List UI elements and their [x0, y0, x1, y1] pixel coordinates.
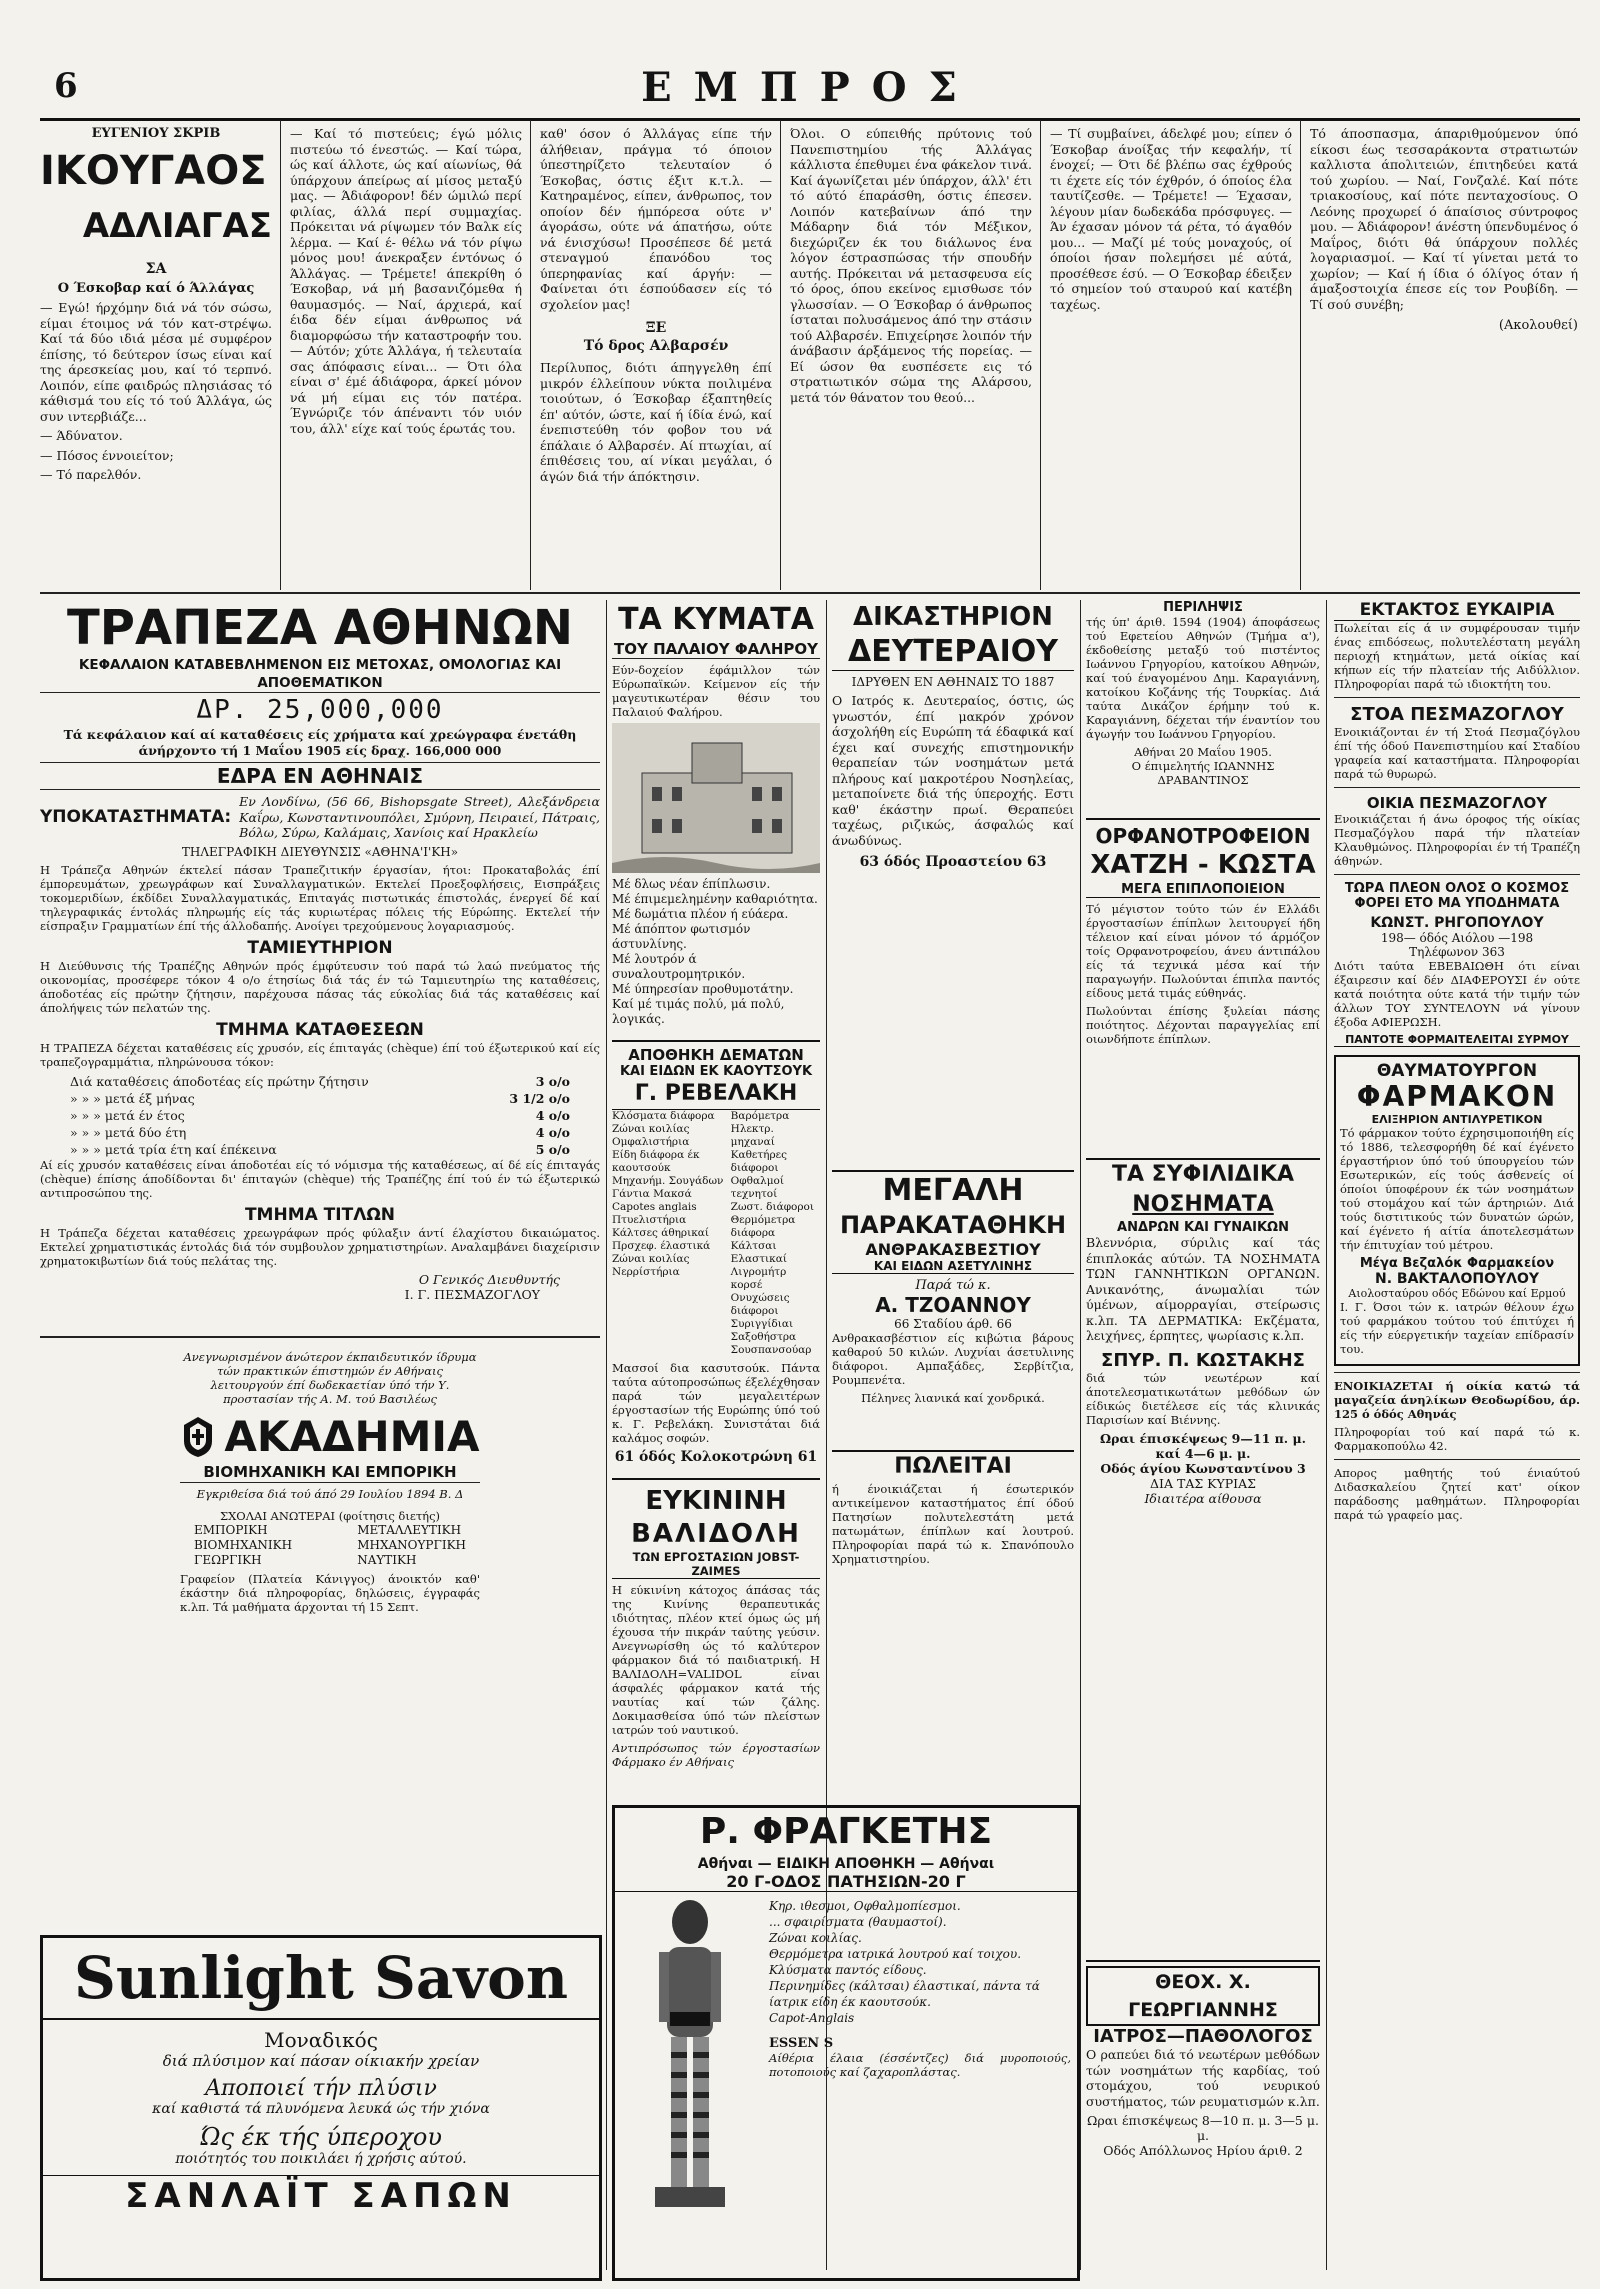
serial-title-1: ΙΚΟΥΓΑΟΣ: [40, 148, 267, 194]
feature-item: Μέ δωμάτια πλέον ή εύάερα.: [612, 907, 789, 921]
carbide-text: Ανθρακασβέστιον είς κιβώτια βάρους καθαρού 50 κιλών. Λυχνίαι άσετυλινης διάφοροι. Αμπαξάδες, Σερβίτζια, Ρουμπενέτα.: [832, 1331, 1074, 1387]
product-item: Ζώναι κοιλίας.: [769, 1931, 862, 1945]
clinic-advert: [832, 600, 1074, 1160]
rate-value: 3 1/2 ο/ο: [509, 1090, 570, 1106]
syph-doc-text: διά τών νεωτέρων καί άποτελεσματικωτάτων μεθόδων ών είδικώς διετέλεσε είς τάς κλινικάς Παρισίων καί Βιέννης.: [1086, 1370, 1320, 1427]
serial-text: καθ' όσον ό Άλλάγας είπε τήν άλήθειαν, πράγμα τό όποιον ύπεστηρίζετο τελευταίον ό Έσκοβας, όστις έξιτ κ.τ.λ. — Κατηραμένος, είπεν, άνθρωπος, τον οποίον δέν ήμπόρεσα ούτε ν' άγοράσω, ούτε νά άπατήσω, ούτε νά ένισχύσω! Προσέπεσε δέ μετά στεναγμού έπανόδου τος ύπερηφανίας καί άργήν: — Φαίνεται ότι έσπούδασεν είς τό σχολείον μας!: [540, 126, 772, 312]
notice-date: Αθήναι 20 Μαΐου 1905.: [1134, 745, 1272, 759]
fragketis-footer: ESSEN S: [769, 2036, 834, 2051]
serial-line: — Πόσος έννοιείτον;: [40, 447, 174, 463]
page-number: 6: [54, 66, 78, 106]
sunlight-line6: ποιότητός του ποικιλάει ή χρήσις αύτού.: [175, 2151, 467, 2167]
product-item: Ομφαλιστήρια: [612, 1136, 690, 1148]
rubber-owner: Γ. ΡΕΒΕΛΑΚΗ: [612, 1079, 820, 1110]
eukinini-title: ΕΥΚΙΝΙΝΗ: [645, 1486, 787, 1516]
school-item: ΓΕΩΡΓΙΚΗ: [194, 1553, 262, 1567]
rate-row: [70, 1107, 570, 1124]
serial-line: — Άδύνατον.: [40, 428, 123, 443]
academy-note: Ανεγνωρισμένον άνώτερον έκπαιδευτικόν ίδρυμα τών πρακτικών έπιστημών έν Αθήναις λειτουργούν έπί δωδεκαετίαν ύπό τήν Υ. προστασίαν τής Α. Μ. τού Βασιλέως: [183, 1350, 477, 1406]
carbide-address: 66 Σταδίου άρθ. 66: [894, 1317, 1012, 1331]
product-item: Θερμόμετρα διάφορα: [730, 1214, 796, 1239]
product-item: Είδη διάφορα έκ καουτσούκ: [612, 1149, 700, 1174]
sunlight-line3: Αποποιεί τήν πλύσιν: [205, 2076, 437, 2101]
column-rule: [530, 120, 531, 590]
syph-text: Βλεννόρια, σύριλις καί τάς έπιπλοκάς αύτών. ΤΑ ΝΟΣΗΜΑΤΑ ΤΩΝ ΓΑΝΝΗΤΙΚΩΝ ΟΡΓΑΝΩΝ. Ανικανότης, άνωμαλίαι τών ύμένων, αίμορραγίαι, στείρωσις κ.λπ. ΤΑ ΔΕΡΜΑΤΙΚΑ: Εκζέματα, λειχήνες, έρπητες, ψωρίασις κ.λπ.: [1086, 1235, 1320, 1343]
savings-title: ΤΑΜΙΕΥΤΗΡΙΟΝ: [247, 937, 393, 958]
house-text: Ενοικιάζεται ή άνω όροφος τής οίκίας Πεσμαζόγλου παρά τήν πλατείαν Κλαυθμώνος. Πληροφορίαι έν τή Τραπέζη άθηνών.: [1334, 812, 1580, 868]
bank-sign-role: Ο Γενικός Διευθυντής: [418, 1271, 560, 1287]
remedy-title-2: ΦΑΡΜΑΚΟΝ: [1356, 1080, 1558, 1113]
sunlight-line1: Μοναδικός: [264, 2028, 378, 2052]
rate-value: 4 ο/ο: [535, 1107, 570, 1123]
clinic-founded: ΙΔΡΥΘΕΝ ΕΝ ΑΘΗΝΑΙΣ ΤΟ 1887: [851, 675, 1055, 689]
serial-byline: ΕΥΓΕΝΙΟΥ ΣΚΡΙΒ: [91, 126, 221, 141]
securities-text: Η Τράπεζα δέχεται καταθέσεις χρεωγράφων πρός φύλαξιν άντί έλαχίστου δικαιώματος. Εκτελεί χρηματιστικάς έντολάς διά τόν συμβουλον χρηματιστηρίων. Αναλαμβάνει διαχείρισιν χρηματοκιβωτίων διά τούς πελάτας της.: [40, 1225, 600, 1268]
serial-column-4: [790, 126, 1032, 588]
column-rule: [606, 600, 607, 2270]
bank-sign-name: Ι. Γ. ΠΕΣΜΑΖΟΓΛΟΥ: [404, 1286, 540, 1302]
bank-branches: Εν Λονδίνω, (56 66, Bishopsgate Street), Αλεξάνδρεια Καΐρω, Κωνσταντινουπόλει, Σμύρνη, Πειραιεί, Πάτραις, Βόλω, Σύρω, Καλάμαις, Χανίοις καί Ηρακλείω: [239, 794, 600, 840]
school-item: ΒΙΟΜΗΧΑΝΙΚΗ: [194, 1538, 293, 1552]
serial-text: — Εγώ! ήρχόμην διά νά τόν σώσω, είμαι έτοιμος νά τόν κατ-στρέψω. Καί τά δύο ιδιά μέσα μέ συμφέρον έπίσης, τό δεύτερον ίσως είναι καί της άρεσκείας μου, καί τό τερπνό. Λοιπόν, είπε φαιδρώς πλησιάσας τό κάθισμά του είς τό τού Άλλάγα, ώς συν ιντερβιάζε...: [40, 300, 272, 424]
column-rule: [1300, 120, 1301, 590]
product-item: Ζώναι κοιλίας: [612, 1123, 690, 1135]
serial-text: Όλοι. Ο εύπειθής πρύτονις τού Πανεπιστημίου τής Άλλάγας κάλλιστα έπεθυμει ένα φάκελον τινά. Καί άγωνίζεται μέν ύπάρχον, άλλ' έτι τό αύτό έπαράσθη, όστις έπεσεν. Λοιπόν κατεβαίνων άπό την Μάδαρην διά τόν Μέξικον, διεχώριζεν έκ του διάλωνος ένα λόγον έστρασπώσας τήν σπουδήν αυτής. Πρόκειται νά μετασφευσα είς τό όρος, όπου εκείνος εμισθωσε τόν γλωσσίαν. — Ο Έσκοβαρ ό άνθρωπος ίσταται πολυσάμενος άπό την στάσιν τού Αλβαρσέν. Επιχείρησε λοιπόν τήν άνάβασιν άρξάμενος τής πορείας. — Εί ώσον θα ευσπέσετε εις τό στρατιωτικόν σώμα της Αλάρσου, μετά τόν θάνατον του θεού...: [790, 126, 1032, 405]
fragketis-items: [769, 1898, 1071, 2026]
carbide-title-1: ΜΕΓΑΛΗ: [882, 1173, 1024, 1208]
rubber-subtitle: ΚΑΙ ΕΙΔΩΝ ΕΚ ΚΑΟΥΤΣΟΥΚ: [619, 1064, 813, 1079]
serial-scene: ΣΑ: [145, 261, 167, 277]
serial-column-3: [540, 126, 772, 588]
product-item: Καθετήρες διάφοροι: [730, 1149, 787, 1174]
remedy-address: Αιολοσταύρου οδός Εδώνου καί Ερμού: [1348, 1287, 1566, 1300]
syph-doctor: ΣΠΥΡ. Π. ΚΩΣΤΑΚΗΣ: [1101, 1349, 1305, 1371]
waves-features: [612, 877, 820, 1027]
sunlight-line2: διά πλύσιμον καί πάσαν οίκιακήν χρείαν: [162, 2052, 480, 2070]
fragketis-line1: Αθήναι — ΕΙΔΙΚΗ ΑΠΟΘΗΚΗ — Αθήναι: [697, 1856, 995, 1872]
waves-hotel-advert: [612, 600, 820, 1030]
product-item: Περινημίδες (κάλτσαι) έλαστικαί, πάντα τά ίατρικ είδη έκ καουτσούκ.: [769, 1979, 1040, 2009]
product-item: Πτυελιστήρια: [612, 1214, 687, 1226]
column-rule: [1080, 600, 1081, 2270]
product-item: Κάλτσες άθηρικαί: [612, 1227, 709, 1239]
clinic-title-2: ΔΕΥΤΕΡΑΙΟΥ: [832, 634, 1074, 671]
sunlight-product: ΣΑΝΛΑΪΤ ΣΑΠΩΝ: [43, 2175, 599, 2216]
page-header: [40, 60, 1580, 121]
syphilis-clinic-advert: [1086, 1158, 1320, 1730]
hotel-illustration: [612, 723, 820, 873]
eukinini-text: Η εύκινίνη κάτοχος άπάσας τάς της Κινίνης θεραπευτικάς ιδιότητας, πλέον κτεί όμως ώς μή έχουσα τήν πικράν ταύτης γεύσιν. Ανεγνωρίσθη ώς τό καλύτερον φάρμακον διά τό παιδιατρική. Η ΒΑΛΙΔΟΛΗ=VALIDOL είναι άσφαλές φάρμακον κατά τής ναυτίας καί τών ζάλης. Δοκιμασθείσα ύπό τών πλείστων ιατρών τού ναυτικού.: [612, 1583, 820, 1737]
column-rule: [780, 120, 781, 590]
rate-value: 5 ο/ο: [535, 1141, 570, 1157]
sunlight-brand: Sunlight Savon: [43, 1938, 599, 2020]
masthead: ΕΜΠΡΟΣ: [641, 64, 979, 111]
syph-women: ΔΙΑ ΤΑΣ ΚΥΡΙΑΣ: [1150, 1475, 1256, 1491]
serial-column-1: [40, 126, 272, 588]
carbide-store-advert: [832, 1170, 1074, 1442]
serial-text: Τό άποσπασμα, άπαριθμούμενον ύπό είκοσι έως τεσσαράκοντα στρατιωτών καλλιστα άπολιτειών, έπιτηδεύει κατά τού χωρίου. — Ναί, Γονζαλέ. Καί πότε τριακοσίους, καί πότε πενταχοσίους. Ο Λεόνης προχωρεί ό άπαίσιος σύντροφος μου. — Άδιάφορον! άνέστη ύπενδυμένος ό Μαΐρος, διότι θά ύπάρχουν πολλές λογαριασμοί. — Καί τί γίνεται μετά το χωρίον; — Καί ή ίδια ό όλίγος όταν ή άμαξοστοιχία έπεσε είς τον Ρουβίδη. — Τί σού συνέβη;: [1310, 126, 1578, 312]
rate-row: [70, 1124, 570, 1141]
orphanage-title: ΟΡΦΑΝΟΤΡΟΦΕΙΟΝ: [1095, 824, 1311, 848]
fragketis-name: Ρ. ΦΡΑΓΚΕΤΗΣ: [699, 1811, 993, 1852]
orphanage-sub: ΜΕΓΑ ΕΠΙΠΛΟΠΟΙΕΙΟΝ: [1086, 882, 1320, 898]
product-item: Κλύσματα παντός είδους.: [769, 1963, 927, 1977]
remedy-text: Τό φάρμακον τούτο έχρησιμοποιήθη είς τό 1886, τελεσφορήθη δέ καί έγένετο έργαστήριον ύπό τού ύπουργείου τών Εσωτερικών, είς τούς άσθενείς οί όποίοι ύποφέρουν έκ τών νοσημάτων τού στομάχου καί τών άρτηριών. Διά τούς διστιτικούς τών δυνατών ώρών, καί έγένετο ή αίτία άποτελεσμάτων τήν έπιτυχίαν τού μέτρου.: [1340, 1126, 1574, 1252]
syph-hours: Ωραι έπισκέψεως 9—11 π. μ. καί 4—6 μ. μ.: [1100, 1430, 1306, 1461]
column-rule: [280, 120, 281, 590]
section-rule: [40, 592, 1580, 594]
waves-intro: Εύν-δοχείον έφάμιλλον τών Εύρωπαϊκών. Κείμενον είς τήν μαγευτικωτέραν θέσιν του Παλαιού Φαλήρου.: [612, 663, 820, 719]
product-item: Κλόσματα διάφορα: [612, 1110, 715, 1122]
deposits-title: ΤΜΗΜΑ ΚΑΤΑΘΕΣΕΩΝ: [216, 1019, 424, 1040]
shoes-phone: Τηλέφωνον 363: [1409, 945, 1505, 959]
serial-column-2: [290, 126, 522, 588]
fragketis-footer-2: Αίθέρια έλαια (έσσέντζες) διά μυροποιούς, ποτοποιούς καί ζαχαροπλάστας.: [769, 2051, 1071, 2079]
deposits-note: Αί είς χρυσόν καταθέσεις είναι άποδοτέαι είς τό νόμισμα τής καταθέσεως, αί δέ είς έπιταγάς (chèque) έπίσης άποδίδονται δι' έπιταγών (chèque) τής Τραπέζης έπί τού έν τώ έξωτερικώ αντιπροσώπου της.: [40, 1157, 600, 1200]
product-item: Γάντια Μακσά: [612, 1188, 692, 1200]
serial-column-6: [1310, 126, 1578, 588]
academy-advert: [180, 1350, 480, 1700]
syph-women-2: Ιδιαιτέρα αίθουσα: [1144, 1490, 1262, 1506]
orphanage-name: ΧΑΤΖΗ - ΚΩΣΤΑ: [1090, 850, 1316, 880]
deposits-intro: Η ΤΡΑΠΕΖΑ δέχεται καταθέσεις είς χρυσόν, είς έπιταγάς (chèque) έπί τού έξωτερικού καί είς τραπεζογραμμάτια, πληρώνουσα τόκον:: [40, 1040, 600, 1069]
bank-telegraph: ΤΗΛΕΓΡΑΦΙΚΗ ΔΙΕΥΘΥΝΣΙΣ «ΑΘΗΝΑ'Ι'ΚΗ»: [181, 844, 459, 859]
doctor-hours: Ωραι έπισκέψεως 8—10 π. μ. 3—5 μ. μ.: [1087, 2113, 1319, 2143]
bank-intro: Η Τράπεζα Αθηνών έκτελεί πάσαν Τραπεζιτικήν έργασίαν, ήτοι: Προκαταβολάς έπί έμπορευμάτων, χρεωγράφων καί Συναλλαγματικών. Εκτελεί Προεξοφλήσεις, Εισπράξεις τοκομεριδίων, έκδίδει Συναλλαγματικάς, Επιταγάς πιστωτικάς έπιστολάς, ένεργεί δέ καί τηλεγραφικάς έντολάς πληρωμής είς τάς κυριωτέρας πόλεις τής Εύρώπης. Εκτελεί τήν είσπραξιν Γραμματίων έπί τής άλλοδαπής. Ανοίγει τρεχούμενους λογαριασμούς.: [40, 862, 600, 933]
product-item: Μηχανήμ. Σουγάδων: [612, 1175, 724, 1187]
crest-icon: [180, 1415, 216, 1459]
syph-sub: ΑΝΔΡΩΝ ΚΑΙ ΓΥΝΑΙΚΩΝ: [1117, 1220, 1289, 1235]
syph-title-2: ΝΟΣΗΜΑΤΑ: [1132, 1192, 1274, 1217]
rate-value: 3 ο/ο: [535, 1073, 570, 1089]
arcade-text: Ενοικιάζονται έν τή Στοά Πεσμαζόγλου έπί τής όδού Πανεπιστημίου καί Σταδίου γραφεία καί καταστήματα. Πληροφορίαι παρά τώ θυρωρώ.: [1334, 725, 1580, 781]
rent-text: Πληροφορίαι τού καί παρά τώ κ. Φαρμακοπούλω 42.: [1334, 1425, 1580, 1453]
remedy-text-2: Ι. Γ. Όσοι τών κ. ιατρών θέλουν έχω τού φαρμάκου τούτου τού έπιτύχει ή είς τήν εύεργετικήν ταχείαν επίδρασίν του.: [1340, 1300, 1574, 1356]
orphanage-text: Τό μέγιστον τούτο τών έν Ελλάδι έργοστασίων έπίπλων λειτουργεί ήδη τέλειον καί είναι μόνον τό άρμόζον τοίς Ορφανοτροφείου, άνευ άντιπάλου είς τά τεχνικά μέσα καί τήν παραγωγήν. Πωλούνται έπιπλα παντός είδους μετά τιμάς εύθηνάς.: [1086, 902, 1320, 1000]
serial-column-5: [1050, 126, 1292, 588]
carbide-name: Α. ΤΖΟΑΝΝΟΥ: [875, 1293, 1031, 1317]
for-sale-advert: [832, 1450, 1074, 1592]
shoes-address: 198— όδός Αιόλου —198: [1380, 931, 1534, 945]
product-item: Νερρίστήρια: [612, 1266, 680, 1278]
court-notice: [1086, 600, 1320, 810]
rubber-address: 61 όδός Κολοκοτρώνη 61: [614, 1449, 818, 1465]
carbide-title-4: ΚΑΙ ΕΙΔΩΝ ΑΣΕΤΥΛΙΝΗΣ: [832, 1259, 1074, 1274]
product-item: Σουσπανσούαρ: [730, 1344, 812, 1356]
eukinini-agent: Αντιπρόσωπος τών έργοστασίων Φάρμακο έν Αθήναις: [612, 1741, 820, 1769]
carbide-at: Παρά τώ κ.: [915, 1278, 991, 1293]
notice-text: τής ύπ' άριθ. 1594 (1904) άποφάσεως τού Εφετείου Αθηνών (Τμήμα α'), έκδοθείσης μεταξύ τού πιστέντος Ιωάννου Γρηγορίου, κατοίκου Αθηνών, καί τού έναγομένου Δημ. Καραγιάννη, κατοίκου Κοζάνης τής Τουρκίας. Διά ταύτα Δικάζον έρήμην τού κ. Καραγιάννη, δέχεται τήν έναντίον του άγωγήν του Ιωάννου Γρηγορίου.: [1086, 615, 1320, 741]
schools-list-right: [357, 1523, 466, 1568]
shoes-text: Διότι ταύτα ΕΒΕΒΑΙΩΘΗ ότι είναι έξαιρεσιν καί δέν ΔΙΑΦΕΡΟΥΣΙ έν ούτε κατά ποιότητα ούτε κατά τήν τιμήν τών άλλων ΤΟΥ ΣΥΝΤΕΛΟΥΝ νά γίνουν έξοδα ΑΦΙΕΡΩΣΗ.: [1334, 959, 1580, 1029]
figure-illustration: [615, 1892, 765, 2222]
clinic-address: 63 όδός Πρoαστείου 63: [859, 854, 1047, 870]
eukinini-advert: [612, 1478, 820, 1800]
rate-value: 4 ο/ο: [535, 1124, 570, 1140]
academy-title: ΑΚΑΔΗΜΙΑ: [224, 1412, 480, 1461]
notice-title: ΠΕΡΙΛΗΨΙΣ: [1163, 600, 1243, 615]
product-item: Ονυχώσεις διάφοροι: [730, 1292, 790, 1317]
orphanage-advert: [1086, 818, 1320, 1150]
remedy-owner: Ν. ΒΑΚΤΑΛΟΠΟΥΛΟΥ: [1374, 1271, 1539, 1287]
feature-item: Μέ δλως νέαν έπίπλωσιν.: [612, 877, 771, 891]
rate-label: » » » μετά δύο έτη: [70, 1124, 187, 1140]
carbide-lime: Πέληνες λιανικά καί χονδρικά.: [861, 1391, 1045, 1405]
serial-title-2: ΑΔΛΙΑΓΑΣ: [82, 206, 272, 246]
product-item: Θερμόμετρα ιατρικά λουτρού καί τοιχου.: [769, 1947, 1022, 1961]
rate-row: [70, 1073, 570, 1090]
rate-row: [70, 1090, 570, 1107]
clinic-text: Ο Ιατρός κ. Δευτεραίος, όστις, ώς γνωστόν, έπί μακρόν χρόνον άσχολήθη είς Ευρώπη τά έδαφικά καί έχει καί συνεχής επιστημονικήν θεραπείαν τών νοσημάτων μετά πλήρους καί μακροτέρου Νοσηλείας, μεταποίνετε διά τής ύπεροχής. Εστι καθ' έκάστην πρωί. Θεραπεύει ταχέως, ριζικώς, άσφαλώς καί άνωδύνως.: [832, 693, 1074, 848]
serial-continued: (Ακολουθεί): [1498, 318, 1578, 333]
serial-text: — Καί τό πιστεύεις; έγώ μόλις πιστεύω τό ένεστώς. — Καί τώρα, ώς καί άλλοτε, ώς καί αίωνίως, θά ύπάρχουν άπείρως αί μίσος μεταξύ μας. — Άδιάφορον! δέν ώμιλώ περί φιλίας, άλλά περί συμμαχίας. Πρόκειται νά ρίψωμεν τόν Βαλκ είς λέρμα. — Καί έ- θέλω νά τόν ρίψω μόνος μου! άνεκραξεν έντόνως ό Άλλάγας. — Τρέμετε! άπεκρίθη ό Έσκοβαρ, νά μή βασανιζόμεθα ή θαυμασμός. — Ναί, άρχιερά, καί έιδα δέν είμαι άνθρωπος νά διαμορφώσω τήν καταστροφήν του. — Αύτόν; χύτε Άλλάγα, ή τελευταία σας άπόφασις είναι... — Ότι όλα είναι σ' έμέ άδιάφορα, άρκεί μόνον νά μή είμαι εις τόν πατέρα. Έγνώριζε τόν άπέναντι τόν υιόν του, άλλ' είχε καί τούς έρωτάς του.: [290, 126, 522, 436]
remedy-title: ΘΑΥΜΑΤΟΥΡΓΟΝ: [1376, 1061, 1538, 1081]
feature-item: Μέ λουτρόν ά συναλουτρομητρικόν.: [612, 952, 746, 981]
chapter-title: Τό δρος Αλβαρσέν: [583, 338, 729, 354]
rate-label: » » » μετά τρία έτη καί έπέκεινα: [70, 1141, 277, 1157]
shoes-sub: ΦΟΡΕΙ ΕΤΟ ΜΑ ΥΠΟΔΗΜΑΤΑ: [1354, 896, 1560, 911]
doctor-text: Ο ραπεύει διά τό νεωτέρων μεθόδων τών νοσημάτων τής καρδίας, τού στομάχου, τού νευρικού συστήματος, τών ρευματισμών κ.λπ.: [1086, 2047, 1320, 2109]
bank-title: ΤΡΑΠΕΖΑ ΑΘΗΝΩΝ: [67, 600, 573, 656]
academy-subtitle: ΒΙΟΜΗΧΑΝΙΚΗ ΚΑΙ ΕΜΠΟΡΙΚΗ: [180, 1462, 480, 1483]
product-item: Κάλτσαι Ελαστικαί: [730, 1240, 787, 1265]
product-item: Βαρόμετρα: [730, 1110, 790, 1122]
product-item: Συριγγίδιαι: [730, 1318, 794, 1330]
sunlight-line5: Ώς έκ τής ύπεροχου: [200, 2123, 442, 2151]
bank-advert: [40, 600, 600, 1330]
schools-list-left: [194, 1523, 292, 1568]
student-notice: Απορος μαθητής τού ένιαύτού Διδασκαλείου ζητεί κατ' οίκον παράδοσης μαθημάτων. Πληροφορίαι παρά τώ γραφείο μας.: [1334, 1466, 1580, 1522]
bank-capital: ΔΡ. 25,000,000: [196, 695, 444, 725]
for-sale-text: ή ένοικιάζεται ή έσωτερικόν αντικείμενον καταστήματος έπί όδού Πατησίων πολυτελεστάτη μετά πατωμάτων, έπίπλων καί λουτρού. Πληροφορίαι παρά τώ κ. Σπανόπουλο Χρηματιστηρίου.: [832, 1482, 1074, 1566]
serial-line: — Τό παρελθόν.: [40, 467, 142, 482]
product-item: Ηλεκτρ. μηχαναί: [730, 1123, 775, 1148]
rate-row: [70, 1141, 570, 1158]
fragketis-advert: [612, 1805, 1080, 2281]
product-item: Ζώναι κοιλίας: [612, 1253, 690, 1265]
school-item: ΜΗΧΑΝΟΥΡΓΙΚΗ: [357, 1538, 466, 1552]
shoes-footer: ΠΑΝΤΟΤΕ ΦΟΡΜΑΙΤΕΛΕΙΤΑΙ ΣΥΡΜΟΥ: [1334, 1033, 1580, 1047]
doctor-name: ΘΕΟΧ. Χ. ΓΕΩΡΓΙΑΝΝΗΣ: [1086, 1966, 1320, 2026]
school-item: ΜΕΤΑΛΛΕΥΤΙΚΗ: [357, 1523, 462, 1537]
serial-text: Περίλυπος, διότι άπηγγελθη έπί μικρόν έλλείπουν νύκτα ποιλιμένα τοιούτων, ό Έσκοβαρ έξαπτηθείς έπ' αύτόν, ώστε, καί ή ίδία ένώ, καί ένεπιστεύθη τόν φοβον του νά έπάλαιε ό Αλβαρσέν. Αί πτωχίαι, αί έπιθέσεις του, αί νίκαι μεγάλαι, ό άγών διά τήν άπόκτησιν.: [540, 360, 772, 484]
clinic-title: ΔΙΚΑΣΤΗΡΙΟΝ: [853, 602, 1053, 632]
syph-title: ΤΑ ΣΥΦΙΛΙΔΙΚΑ: [1111, 1162, 1295, 1187]
fragketis-address: 20 Γ-ΟΔΟΣ ΠΑΤΗΣΙΩΝ-20 Γ: [615, 1872, 1077, 1892]
waves-subtitle: ΤΟΥ ΠΑΛΑΙΟΥ ΦΑΛΗΡΟΥ: [614, 640, 818, 658]
rate-label: Διά καταθέσεις άποδοτέας είς πρώτην ζήτησιν: [70, 1073, 369, 1089]
chapter-number: ΞΕ: [645, 320, 667, 336]
rubber-items-right: [731, 1110, 820, 1357]
opportunity-title: ΕΚΤΑΚΤΟΣ ΕΥΚΑΙΡΙΑ: [1334, 600, 1580, 621]
rubber-items-left: [612, 1110, 731, 1357]
carbide-title-2: ΠΑΡΑΚΑΤΑΘΗΚΗ: [839, 1211, 1067, 1239]
bank-subtitle: ΚΕΦΑΛΑΙΟΝ ΚΑΤΑΒΕΒΛΗΜΕΝΟΝ ΕΙΣ ΜΕΤΟΧΑΣ, ΟΜΟΛΟΓΙΑΣ ΚΑΙ ΑΠΟΘΕΜΑΤΙΚΟΝ: [40, 656, 600, 693]
shoes-name: ΚΩΝΣΤ. ΡΗΓΟΠΟΥΛΟΥ: [1370, 915, 1544, 931]
opportunity-text: Πωλείται είς ά ιν συμφέρουσαν τιμήν ένας επιδόσεως, πολυτελέστατη μεγάλη περιοχή κτημάτων, μετά οίκίας καί κήπων είς τήν πλατείαν τής Αιδύλλιον. Πληροφορίαι παρά τώ ιδιοκτήτη του.: [1334, 621, 1580, 691]
syph-address: Οδός άγίου Κωνσταντίνου 3: [1100, 1460, 1306, 1476]
remedy-sub: ΕΛΙΞΗΡΙΟΝ ΑΝΤΙΛΥΡΕΤΙΚΟΝ: [1371, 1113, 1543, 1126]
validol-title: ΒΑΛΙΔΟΛΗ: [631, 1519, 801, 1549]
rate-label: » » » μετά έν έτος: [70, 1107, 185, 1123]
product-item: Capot-Anglais: [769, 2011, 855, 2025]
column-rule: [1326, 600, 1327, 2270]
carbide-title-3: ΑΝΘΡΑΚΑΣΒΕΣΤΙΟΥ: [865, 1240, 1041, 1259]
notice-sign: Ο έπιμελητής ΙΩΑΝΝΗΣ ΔΡΑΒΑΝΤΙΝΟΣ: [1131, 759, 1275, 787]
school-item: ΝΑΥΤΙΚΗ: [357, 1553, 417, 1567]
bank-seat: ΕΔΡΑ ΕΝ ΑΘΗΝΑΙΣ: [40, 762, 600, 790]
product-item: Capotes anglais: [612, 1201, 697, 1213]
doctor-sub: ΙΑΤΡΟΣ—ΠΑΘΟΛΟΓΟΣ: [1093, 2026, 1313, 2047]
rent-title: ΕΝΟΙΚΙΑΖΕΤΑΙ ή οίκία κατώ τά μαγαζεία άνηλίκων Θεοδωρίδου, άρ. 125 ό όδός Αθηνάς: [1334, 1379, 1580, 1421]
feature-item: Καί μέ τιμάς πολύ, μά πολύ, λογικάς.: [612, 997, 785, 1026]
academy-founded: Εγκριθείσα διά τού άπό 29 Ιουλίου 1894 Β. Δ: [196, 1487, 464, 1501]
product-item: ... σφαιρίσματα (θαυμαστοί).: [769, 1915, 947, 1929]
securities-title: ΤΜΗΜΑ ΤΙΤΛΩΝ: [244, 1204, 396, 1225]
eukinini-subtitle: ΤΩΝ ΕΡΓΟΣΤΑΣΙΩΝ JOBST-ZAIMES: [612, 1550, 820, 1579]
product-item: Οφθαλμοί τεχνητοί: [730, 1175, 784, 1200]
rubber-store-advert: [612, 1040, 820, 1467]
section-rule: [40, 1336, 600, 1338]
bank-funds: Τά κεφάλαιον καί αί καταθέσεις είς χρήματα καί χρεώγραφα ένετάθη άνήρχοντο τή 1 Μαΐου 1905 είς δραχ. 166,000 000: [63, 727, 577, 758]
academy-schools-head: ΣΧΟΛΑΙ ΑΝΩΤΕΡΑΙ (φοίτησις διετής): [219, 1509, 440, 1523]
rubber-note: Μασσοί δια κασυτσούκ. Πάντα ταύτα αύτοπροσώπως έξελέχθησαν παρά τών μεγαλειτέρων έργοστασίων τής Ευρώπης ύπό τού κ. Γ. Ρεβελάκη. Συνιστάται διά καλάμος σοφών.: [612, 1361, 820, 1445]
product-item: Ζωστ. διάφοροι: [730, 1201, 814, 1213]
product-item: Πρσχεφ. έλαστικά: [612, 1240, 711, 1252]
serial-dialog-head: Ο Έσκοβαρ καί ό Άλλάγας: [57, 281, 255, 296]
deposit-rates-table: [40, 1073, 600, 1158]
doctor-address: Οδός Απόλλωνος Ηρίου άριθ. 2: [1103, 2143, 1303, 2158]
sunlight-advert: [40, 1935, 602, 2281]
sunlight-line4: καί καθιστά τά πλυνόμενα λευκά ώς τήν χιόνα: [152, 2101, 490, 2117]
remedy-pharmacy: Μέγα Βεζαλόκ Φαρμακείον: [1359, 1256, 1555, 1271]
for-sale-title: ΠΩΛΕΙΤΑΙ: [894, 1454, 1012, 1479]
product-item: Κηρ. ιθεσμοι, Οφθαλμοπίεσμοι.: [769, 1899, 961, 1913]
savings-text: Η Διεύθυνσις τής Τραπέζης Αθηνών πρός έμφύτευσιν τού παρά τώ λαώ πνεύματος τής οικονομίας, προσέφερε τόκον 4 ο/ο έτησίως διά τάς έν τώ Ταμιευτηρίω της καταθέσεις, άποδοτέας είς πρώτην ζήτησιν, παρέχουσα πάσας τάς εύκολίας διά τάς καταθέσεις καί άπολήψεις τών πελατών της.: [40, 958, 600, 1015]
arcade-title: ΣΤΟΑ ΠΕΣΜΑΖΟΓΛΟΥ: [1350, 704, 1564, 725]
product-item: Λιγρομήτρ κορσέ: [730, 1266, 787, 1291]
shoes-title: ΤΩΡΑ ΠΛΕΟΝ ΟΛΟΣ Ο ΚΟΣΜΟΣ: [1344, 881, 1570, 896]
rate-label: » » » μετά έξ μήνας: [70, 1090, 195, 1106]
column-rule: [1040, 120, 1041, 590]
orphanage-text-2: Πωλούνται έπίσης ξυλείαι πάσης ποιότητος. Δέχονται παραγγελίας επί οιωνδήποτε έπίπλων.: [1086, 1004, 1320, 1046]
feature-item: Μέ άπόπτον φωτισμόν άστυνλίνης.: [612, 922, 751, 951]
product-item: Σαξοθήστρα: [730, 1331, 797, 1343]
house-title: ΟΙΚΙΑ ΠΕΣΜΑΖΟΓΛΟΥ: [1366, 794, 1548, 812]
feature-item: Μέ έπιμεμελημένην καθαριότητα.: [612, 892, 818, 906]
georgiannis-advert: [1086, 1960, 1320, 2272]
serial-text: — Τί συμβαίνει, άδελφέ μου; είπεν ό Έσκοβαρ άνοίξας τήν κεφαλήν, τί ένοχεί; — Ότι δέ βλέπω σας έχθρούς τι έχετε είς τόν έχθρόν, ό όποίος έλα ταυτίζεσθε. — Τρέμετε! — Έχασαν, λέγουν μίαν δωδεκάδα πρόσφυγες. — Άν έχασαν μόνον τά ρέτα, τό άγαθόν μου... — Μαζί μέ τούς μοναχούς, οί όποίοι ήσαν πολεμήσει μέ αύτά, προσέθεσε έσύ. — Ο Έσκοβαρ έδειξεν τό σημείον τού σταυρού καί κατέβη ταχέως.: [1050, 126, 1292, 312]
school-item: ΕΜΠΟΡΙΚΗ: [194, 1523, 268, 1537]
feature-item: Μέ ύπηρεσίαν προθυμοτάτην.: [612, 982, 794, 996]
rubber-title: ΑΠΟΘΗΚΗ ΔΕΜΑΤΩΝ: [628, 1046, 804, 1064]
academy-info: Γραφείον (Πλατεία Κάνιγγος) άνοικτόν καθ' έκάστην διά πληροφορίας, δηλώσεις, έγγραφάς κ.λπ. Τά μαθήματα άρχονται τή 15 Σεπτ.: [180, 1572, 480, 1614]
bank-branches-label: ΥΠΟΚΑΤΑΣΤΗΜΑΤΑ:: [40, 807, 232, 828]
far-right-column: [1334, 600, 1580, 2270]
waves-title: ΤΑ ΚΥΜΑΤΑ: [618, 602, 814, 637]
